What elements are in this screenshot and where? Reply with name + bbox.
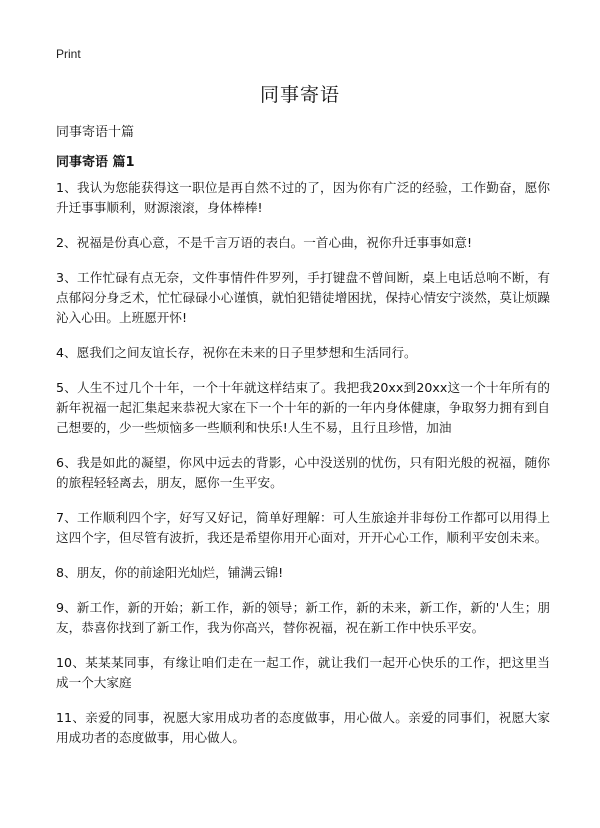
document-subtitle: 同事寄语十篇 [56, 125, 135, 140]
paragraph: 9、新工作，新的开始；新工作，新的领导；新工作，新的未来，新工作，新的'人生；朋友，恭喜你找到了新工作，我为你高兴，替你祝福，祝在新工作中快乐平安。 [56, 600, 550, 635]
paragraph: 6、我是如此的凝望，你风中远去的背影，心中没送别的忧伤，只有阳光般的祝福，随你的旅程轻轻离去，朋友，愿你一生平安。 [56, 455, 550, 490]
paragraph: 1、我认为您能获得这一职位是再自然不过的了，因为你有广泛的经验，工作勤奋，愿你升迁事事顺利，财源滚滚，身体棒棒! [56, 180, 550, 215]
paragraph: 2、祝福是份真心意，不是千言万语的表白。一首心曲，祝你升迁事事如意! [56, 235, 473, 250]
paragraph: 7、工作顺利四个字，好写又好记，简单好理解：可人生旅途并非每份工作都可以用得上这四个字，但尽管有波折，我还是希望你用开心面对，开开心心工作，顺利平安创未来。 [56, 510, 550, 545]
paragraph: 11、亲爱的同事，祝愿大家用成功者的态度做事，用心做人。亲爱的同事们，祝愿大家用成功者的态度做事，用心做人。 [56, 710, 550, 745]
print-link[interactable]: Print [56, 47, 81, 61]
paragraph: 10、某某某同事，有缘让咱们走在一起工作，就让我们一起开心快乐的工作，把这里当成一个大家庭 [56, 655, 550, 690]
paragraph: 8、朋友，你的前途阳光灿烂，铺满云锦! [56, 565, 284, 580]
page-title: 同事寄语 [259, 84, 340, 106]
paragraph-list [56, 178, 550, 763]
section-heading: 同事寄语 篇1 [56, 155, 135, 170]
paragraph: 4、愿我们之间友谊长存，祝你在未来的日子里梦想和生活同行。 [56, 345, 417, 360]
paragraph: 3、工作忙碌有点无奈，文件事情件件罗列，手打键盘不曾间断，桌上电话总响不断，有点郁闷分身乏术，忙忙碌碌小心谨慎，就怕犯错徒增困扰，保持心情安宁淡然，莫让烦躁沁入心田。上班愿开怀! [56, 270, 550, 325]
paragraph: 5、人生不过几个十年，一个十年就这样结束了。我把我20xx到20xx这一个十年所有的新年祝福一起汇集起来恭祝大家在下一个十年的新的一年内身体健康，争取努力拥有到自己想要的，少一些烦恼多一些顺利和快乐!人生不易，且行且珍惜，加油 [56, 380, 550, 435]
